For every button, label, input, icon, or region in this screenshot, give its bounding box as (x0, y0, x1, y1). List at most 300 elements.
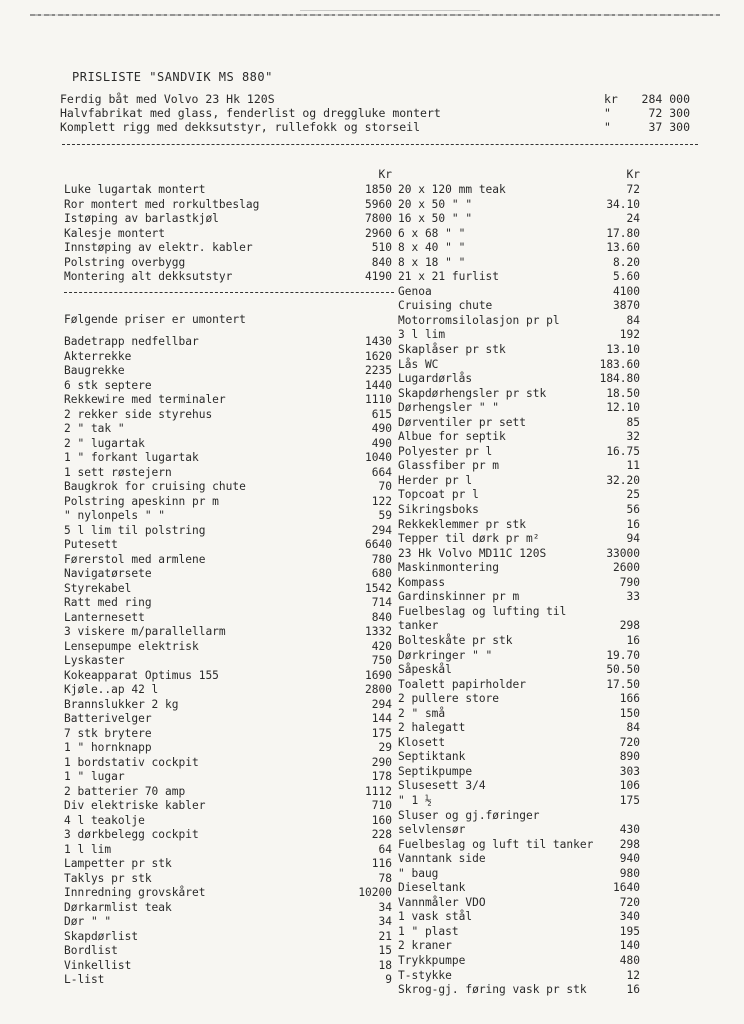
item-price: 1850 (365, 183, 392, 196)
main-price-row (60, 92, 700, 106)
item-label: Baugkrok for cruising chute (64, 480, 246, 493)
item-price: 7800 (365, 212, 392, 225)
price-row (64, 814, 392, 829)
item-price: 32 (626, 430, 640, 444)
item-price: 70 (378, 480, 392, 493)
item-price: 298 (619, 619, 640, 633)
item-price: 175 (371, 726, 392, 740)
item-label: Div elektriske kabler (64, 799, 206, 812)
item-label: Montering alt dekksutstyr (64, 270, 233, 283)
item-label: Istøping av barlastkjøl (64, 212, 219, 225)
dashed-divider (62, 144, 698, 145)
unmounted-items (64, 335, 392, 988)
item-label: 3 dørkbelegg cockpit (64, 828, 199, 841)
item-label: Innstøping av elektr. kabler (64, 241, 253, 254)
item-price: 175 (619, 793, 640, 807)
item-price: 790 (619, 575, 640, 589)
price-row (64, 857, 392, 872)
price-row (398, 488, 640, 503)
item-label: Luke lugartak montert (64, 183, 206, 196)
price-row (398, 459, 640, 474)
item-price: 140 (619, 939, 640, 953)
item-label: Taklys pr stk (64, 871, 152, 885)
item-price: 4190 (365, 270, 392, 283)
item-price: 840 (371, 255, 392, 269)
item-price: 84 (626, 721, 640, 735)
item-price: 1440 (365, 378, 392, 392)
item-price: 84 (626, 313, 640, 327)
price-row (398, 736, 640, 751)
main-price-amount: 72 300 (648, 106, 690, 120)
price-row (398, 518, 640, 533)
price-row (64, 669, 392, 684)
item-label: Tepper til dørk pr m² (398, 532, 540, 546)
price-row (398, 765, 640, 780)
price-row (64, 596, 392, 611)
item-price: 298 (619, 837, 640, 851)
item-label: Toalett papirholder (398, 677, 526, 691)
item-label: 1 " hornknapp (64, 741, 152, 754)
price-row (64, 756, 392, 771)
item-price: 840 (371, 610, 392, 624)
item-price: 18 (378, 958, 392, 972)
item-price: 1040 (365, 451, 392, 464)
spacer (64, 299, 392, 313)
item-label: Skapdørhengsler pr stk (398, 386, 547, 400)
item-price: 33 (626, 590, 640, 604)
item-label: 1 " plast (398, 924, 459, 938)
price-row (64, 379, 392, 394)
price-row (64, 227, 392, 242)
item-price: 940 (619, 852, 640, 866)
price-row (398, 809, 640, 824)
item-price: 34 (378, 915, 392, 928)
item-label: Dørkringer " " (398, 648, 493, 662)
item-label: L-list (64, 973, 105, 986)
item-label: 2 halegatt (398, 721, 466, 735)
item-price: 1332 (365, 625, 392, 638)
price-row (64, 495, 392, 510)
item-label: Fuelbeslag og luft til tanker (398, 837, 594, 851)
item-label: Lensepumpe elektrisk (64, 639, 199, 653)
item-label: " nylonpels " " (64, 509, 166, 522)
price-row (64, 944, 392, 959)
item-label: Gardinskinner pr m (398, 590, 520, 604)
price-row (398, 343, 640, 358)
item-price: 18.50 (606, 386, 640, 400)
item-price: 720 (619, 735, 640, 749)
price-row (64, 393, 392, 408)
item-price: 5.60 (613, 270, 640, 284)
item-label: Kalesje montert (64, 226, 166, 240)
item-label: Vannmåler VDO (398, 895, 486, 909)
item-label: Maskinmontering (398, 561, 500, 575)
item-price: 750 (371, 654, 392, 667)
item-price: 490 (371, 436, 392, 450)
price-row (398, 678, 640, 693)
item-label: Dør " " (64, 915, 112, 928)
price-row (64, 799, 392, 814)
item-label: Badetrapp nedfellbar (64, 335, 199, 348)
item-price: 510 (371, 241, 392, 254)
price-row (64, 611, 392, 626)
price-row (398, 183, 640, 198)
item-price: 290 (371, 755, 392, 769)
item-label: Dørhengsler " " (398, 401, 500, 415)
item-price: 183.60 (599, 357, 640, 371)
item-price: 33000 (606, 546, 640, 560)
price-row (64, 256, 392, 271)
item-label: 1 bordstativ cockpit (64, 755, 199, 769)
price-row (64, 335, 392, 350)
price-row (64, 886, 392, 901)
item-label: 23 Hk Volvo MD11C 120S (398, 546, 547, 560)
item-price: 13.10 (606, 343, 640, 357)
item-label: Slusesett 3/4 (398, 779, 486, 793)
item-price: 12.10 (606, 401, 640, 415)
price-row (64, 901, 392, 916)
price-row (398, 576, 640, 591)
item-label: Innredning grovskåret (64, 886, 206, 899)
item-label: 6 x 68 " " (398, 226, 466, 240)
item-label: Trykkpumpe (398, 953, 466, 967)
item-price: 72 (626, 183, 640, 196)
price-row (398, 823, 640, 838)
item-price: 1110 (365, 393, 392, 406)
price-row (64, 270, 392, 285)
price-row (64, 582, 392, 597)
price-row (64, 959, 392, 974)
price-row (64, 183, 392, 198)
item-label: Polstring overbygg (64, 255, 186, 269)
item-label: 20 x 120 mm teak (398, 183, 506, 196)
item-label: 2 kraner (398, 939, 452, 953)
price-row (64, 567, 392, 582)
price-row (64, 625, 392, 640)
item-label: Topcoat pr l (398, 488, 479, 502)
price-row (398, 852, 640, 867)
price-row (398, 547, 640, 562)
price-row (398, 358, 640, 373)
item-label: Dørkarmlist teak (64, 900, 172, 914)
item-label: Baugrekke (64, 364, 125, 377)
item-price: 490 (371, 422, 392, 435)
item-label: Polstring apeskinn pr m (64, 494, 219, 508)
main-price-amount: 284 000 (641, 92, 690, 106)
price-row (398, 707, 640, 722)
item-label: Sikringsboks (398, 503, 479, 517)
item-label: Septiktank (398, 750, 466, 764)
item-label: Bolteskåte pr stk (398, 633, 513, 647)
item-label: Skapdørlist (64, 929, 139, 943)
item-price: 160 (371, 813, 392, 827)
price-row (398, 372, 640, 387)
item-price: 980 (619, 866, 640, 880)
item-label: Lugardørlås (398, 372, 473, 386)
price-row (64, 727, 392, 742)
item-label: 2 rekker side styrehus (64, 407, 213, 421)
price-row (398, 750, 640, 765)
item-label: 2 " lugartak (64, 436, 145, 450)
item-label: 2 " tak " (64, 422, 125, 435)
price-row (64, 212, 392, 227)
price-row (64, 538, 392, 553)
item-price: 122 (371, 494, 392, 508)
section-title-row (64, 313, 392, 328)
item-label: 1 " forkant lugartak (64, 451, 199, 464)
item-price: 15 (378, 944, 392, 957)
item-label: Lampetter pr stk (64, 857, 172, 870)
item-label: 1 " lugar (64, 770, 125, 783)
item-price: 1640 (613, 881, 640, 895)
item-label: Kjøle..ap 42 l (64, 683, 159, 696)
item-label: Skrog-gj. føring vask pr stk (398, 983, 587, 997)
item-label: 8 x 18 " " (398, 255, 466, 269)
spacer (64, 327, 392, 335)
item-label: " baug (398, 866, 439, 880)
item-price: 184.80 (599, 372, 640, 386)
price-row (64, 437, 392, 452)
item-price: 680 (371, 567, 392, 580)
item-price: 480 (619, 953, 640, 967)
price-row (398, 227, 640, 242)
item-price: 32.20 (606, 473, 640, 487)
item-label: " 1 ½ (398, 793, 432, 807)
item-label: Navigatørsete (64, 567, 152, 580)
item-label: Polyester pr l (398, 444, 493, 458)
item-label: 3 viskere m/parallellarm (64, 625, 226, 638)
price-row (64, 480, 392, 495)
main-price-row (60, 120, 700, 134)
item-label: Ror montert med rorkultbeslag (64, 197, 260, 211)
price-row (398, 649, 640, 664)
price-row (64, 451, 392, 466)
item-label: Herder pr l (398, 473, 473, 487)
item-price: 714 (371, 596, 392, 609)
item-price: 29 (378, 741, 392, 754)
price-row (398, 663, 640, 678)
item-price: 106 (619, 779, 640, 793)
price-row (398, 299, 640, 314)
item-price: 228 (371, 828, 392, 841)
price-row (64, 640, 392, 655)
item-price: 17.50 (606, 677, 640, 691)
item-price: 56 (626, 503, 640, 517)
item-label: T-stykke (398, 968, 452, 982)
item-price: 144 (371, 712, 392, 725)
item-label: 20 x 50 " " (398, 197, 473, 211)
price-row (398, 474, 640, 489)
price-row (64, 828, 392, 843)
item-price: 94 (626, 532, 640, 546)
price-row (398, 969, 640, 984)
item-price: 85 (626, 415, 640, 429)
item-price: 13.60 (606, 241, 640, 255)
item-label: Cruising chute (398, 299, 493, 313)
item-label: Bordlist (64, 944, 118, 957)
price-row (398, 314, 640, 329)
item-price: 34.10 (606, 197, 640, 211)
item-price: 16 (626, 517, 640, 531)
item-price: 178 (371, 770, 392, 783)
item-label: 21 x 21 furlist (398, 270, 500, 284)
item-label: Ratt med ring (64, 596, 152, 609)
item-label: Fuelbeslag og lufting til (398, 604, 567, 618)
item-price: 8.20 (613, 255, 640, 269)
scan-artifact-line (300, 10, 480, 11)
item-price: 78 (378, 871, 392, 885)
currency-header: Kr (378, 168, 392, 181)
price-row (64, 509, 392, 524)
price-row (398, 430, 640, 445)
item-label: 1 l lim (64, 842, 112, 856)
item-label: 2 batterier 70 amp (64, 784, 186, 798)
price-row (64, 683, 392, 698)
item-price: 16 (626, 633, 640, 647)
main-price-amount: 37 300 (648, 120, 690, 134)
item-price: 303 (619, 764, 640, 778)
price-row (64, 408, 392, 423)
item-label: Skaplåser pr stk (398, 343, 506, 357)
item-label: Batterivelger (64, 712, 152, 725)
item-price: 3870 (613, 299, 640, 313)
price-row (398, 561, 640, 576)
price-row (64, 524, 392, 539)
item-label: Dørventiler pr sett (398, 415, 526, 429)
item-price: 890 (619, 750, 640, 764)
main-price-currency: " (604, 106, 611, 120)
price-row (398, 256, 640, 271)
item-price: 6640 (365, 538, 392, 551)
price-row (64, 872, 392, 887)
price-row (398, 692, 640, 707)
scan-artifact-line (30, 14, 720, 16)
price-row (64, 198, 392, 213)
price-row (398, 896, 640, 911)
item-price: 64 (378, 842, 392, 856)
item-label: Vinkellist (64, 958, 132, 972)
item-label: 2 " små (398, 706, 446, 720)
item-label: Kompass (398, 575, 446, 589)
item-price: 420 (371, 639, 392, 653)
price-row (398, 285, 640, 300)
main-price-currency: kr (604, 92, 618, 106)
item-label: Genoa (398, 284, 432, 298)
price-row (398, 387, 640, 402)
price-row (398, 939, 640, 954)
item-label: Såpeskål (398, 663, 452, 677)
item-label: Kokeapparat Optimus 155 (64, 668, 219, 682)
item-price: 430 (619, 823, 640, 837)
item-price: 5960 (365, 197, 392, 211)
price-row (64, 930, 392, 945)
price-row (64, 741, 392, 756)
price-row (64, 698, 392, 713)
item-label: 4 l teakolje (64, 813, 145, 827)
column-header (398, 168, 640, 183)
price-row (398, 270, 640, 285)
item-price: 25 (626, 488, 640, 502)
item-price: 294 (371, 523, 392, 537)
dashed-divider (64, 285, 392, 299)
item-label: Brannslukker 2 kg (64, 697, 179, 711)
item-label: Førerstol med armlene (64, 552, 206, 566)
page-title: PRISLISTE "SANDVIK MS 880" (72, 70, 273, 84)
item-label: Dieseltank (398, 881, 466, 895)
section-title: Følgende priser er umontert (64, 312, 246, 326)
item-price: 1690 (365, 668, 392, 682)
price-row (398, 212, 640, 227)
price-row (64, 973, 392, 988)
price-row (64, 364, 392, 379)
price-row (398, 416, 640, 431)
item-label: 16 x 50 " " (398, 212, 473, 226)
price-row (398, 503, 640, 518)
item-price: 10200 (358, 886, 392, 899)
price-row (64, 770, 392, 785)
price-row (64, 712, 392, 727)
item-label: Vanntank side (398, 852, 486, 866)
mounted-items (64, 183, 392, 285)
item-price: 195 (619, 924, 640, 938)
main-price-label: Ferdig båt med Volvo 23 Hk 120S (60, 92, 275, 106)
price-row (398, 881, 640, 896)
item-label: Akterrekke (64, 349, 132, 363)
price-row (398, 241, 640, 256)
main-price-row (60, 106, 700, 120)
item-price: 50.50 (606, 663, 640, 677)
item-label: 5 l lim til polstring (64, 523, 206, 537)
price-row (64, 466, 392, 481)
price-row (398, 445, 640, 460)
price-row (398, 590, 640, 605)
item-price: 116 (371, 857, 392, 870)
item-price: 780 (371, 552, 392, 566)
price-row (398, 721, 640, 736)
item-price: 710 (371, 799, 392, 812)
item-price: 2960 (365, 226, 392, 240)
item-label: Klosett (398, 735, 446, 749)
item-price: 2600 (613, 561, 640, 575)
item-price: 166 (619, 692, 640, 706)
price-row (398, 794, 640, 809)
item-label: Lås WC (398, 357, 439, 371)
item-label: 1 vask stål (398, 910, 473, 924)
item-label: tanker (398, 619, 439, 633)
item-price: 34 (378, 900, 392, 914)
item-price: 340 (619, 910, 640, 924)
price-row (64, 785, 392, 800)
price-row (398, 532, 640, 547)
currency-header: Kr (626, 168, 640, 181)
left-price-column (64, 168, 392, 988)
price-row (398, 838, 640, 853)
item-price: 12 (626, 968, 640, 982)
item-price: 24 (626, 212, 640, 226)
item-price: 2800 (365, 683, 392, 696)
price-row (398, 925, 640, 940)
right-price-column (398, 168, 640, 998)
item-label: Putesett (64, 538, 118, 551)
price-row (398, 910, 640, 925)
item-price: 11 (626, 459, 640, 473)
item-label: selvlensør (398, 823, 466, 837)
item-price: 17.80 (606, 226, 640, 240)
price-row (398, 619, 640, 634)
item-price: 720 (619, 895, 640, 909)
item-price: 2235 (365, 364, 392, 377)
item-label: 7 stk brytere (64, 726, 152, 740)
